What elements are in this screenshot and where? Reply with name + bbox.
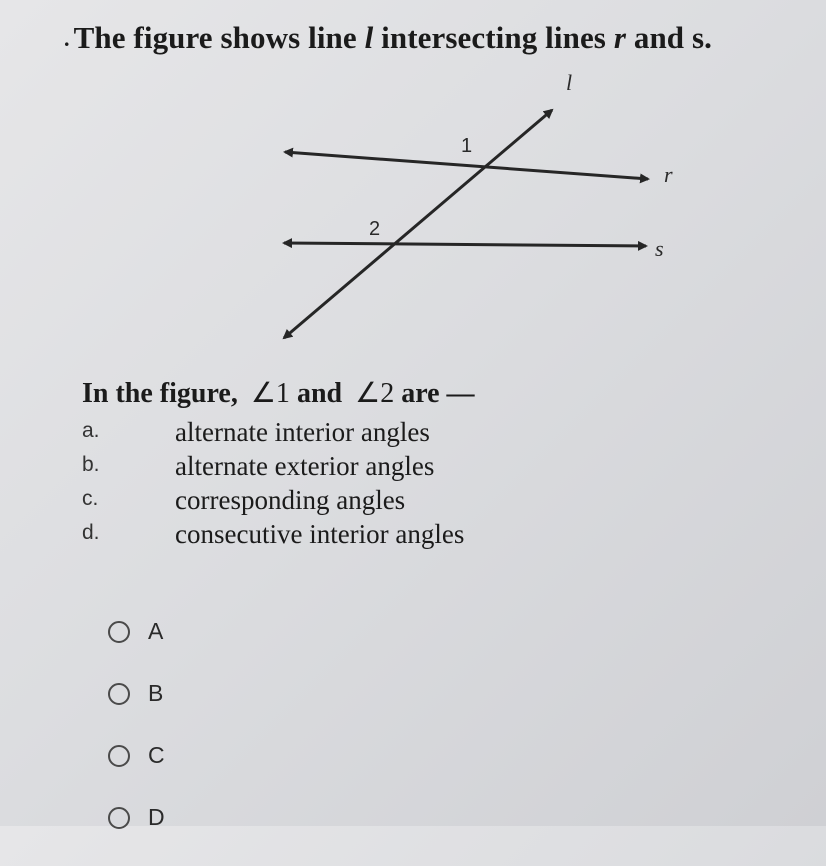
line-l-label: l bbox=[566, 70, 573, 95]
line-r-label: r bbox=[664, 162, 673, 187]
title-text-3: and bbox=[626, 20, 692, 55]
bullet-dot: . bbox=[64, 26, 70, 51]
option-c bbox=[82, 485, 602, 519]
option-d-letter: d. bbox=[82, 521, 100, 544]
question-stem bbox=[82, 376, 475, 410]
choice-a-label[interactable]: A bbox=[148, 618, 164, 644]
line-s-label: s bbox=[655, 236, 664, 261]
choice-c-label[interactable]: C bbox=[148, 742, 165, 768]
choice-b-label[interactable]: B bbox=[148, 680, 164, 706]
option-d bbox=[82, 519, 602, 553]
option-b-text: alternate exterior angles bbox=[175, 451, 435, 481]
angle-2-symbol: ∠2 bbox=[355, 378, 395, 409]
angle-1-label: 1 bbox=[461, 135, 473, 157]
angle-2-label: 2 bbox=[369, 218, 381, 240]
line-l bbox=[284, 110, 552, 338]
question-prefix: In the figure, bbox=[82, 378, 238, 409]
radio-button-c[interactable] bbox=[108, 745, 130, 767]
title-var-l: l bbox=[364, 20, 374, 55]
option-c-text: corresponding angles bbox=[175, 485, 406, 515]
line-s bbox=[284, 243, 646, 246]
answer-options-list bbox=[82, 417, 602, 553]
choice-d-label[interactable]: D bbox=[148, 804, 165, 830]
title-var-s: s bbox=[691, 20, 705, 55]
option-d-text: consecutive interior angles bbox=[175, 519, 465, 549]
title-var-r: r bbox=[613, 20, 626, 55]
option-a-letter: a. bbox=[82, 419, 100, 442]
radio-button-b[interactable] bbox=[108, 683, 130, 705]
radio-button-a[interactable] bbox=[108, 621, 130, 643]
title-text-2: intersecting lines bbox=[373, 20, 614, 55]
option-a bbox=[82, 417, 602, 451]
question-suffix: are — bbox=[401, 378, 475, 409]
title-text-1: The figure shows line bbox=[73, 20, 365, 55]
title-text-4: . bbox=[704, 20, 713, 55]
option-a-text: alternate interior angles bbox=[175, 417, 430, 447]
question-and: and bbox=[296, 378, 343, 409]
option-b-letter: b. bbox=[82, 453, 100, 476]
option-b bbox=[82, 451, 602, 485]
angle-1-symbol: ∠1 bbox=[250, 378, 290, 409]
option-c-letter: c. bbox=[82, 487, 99, 510]
